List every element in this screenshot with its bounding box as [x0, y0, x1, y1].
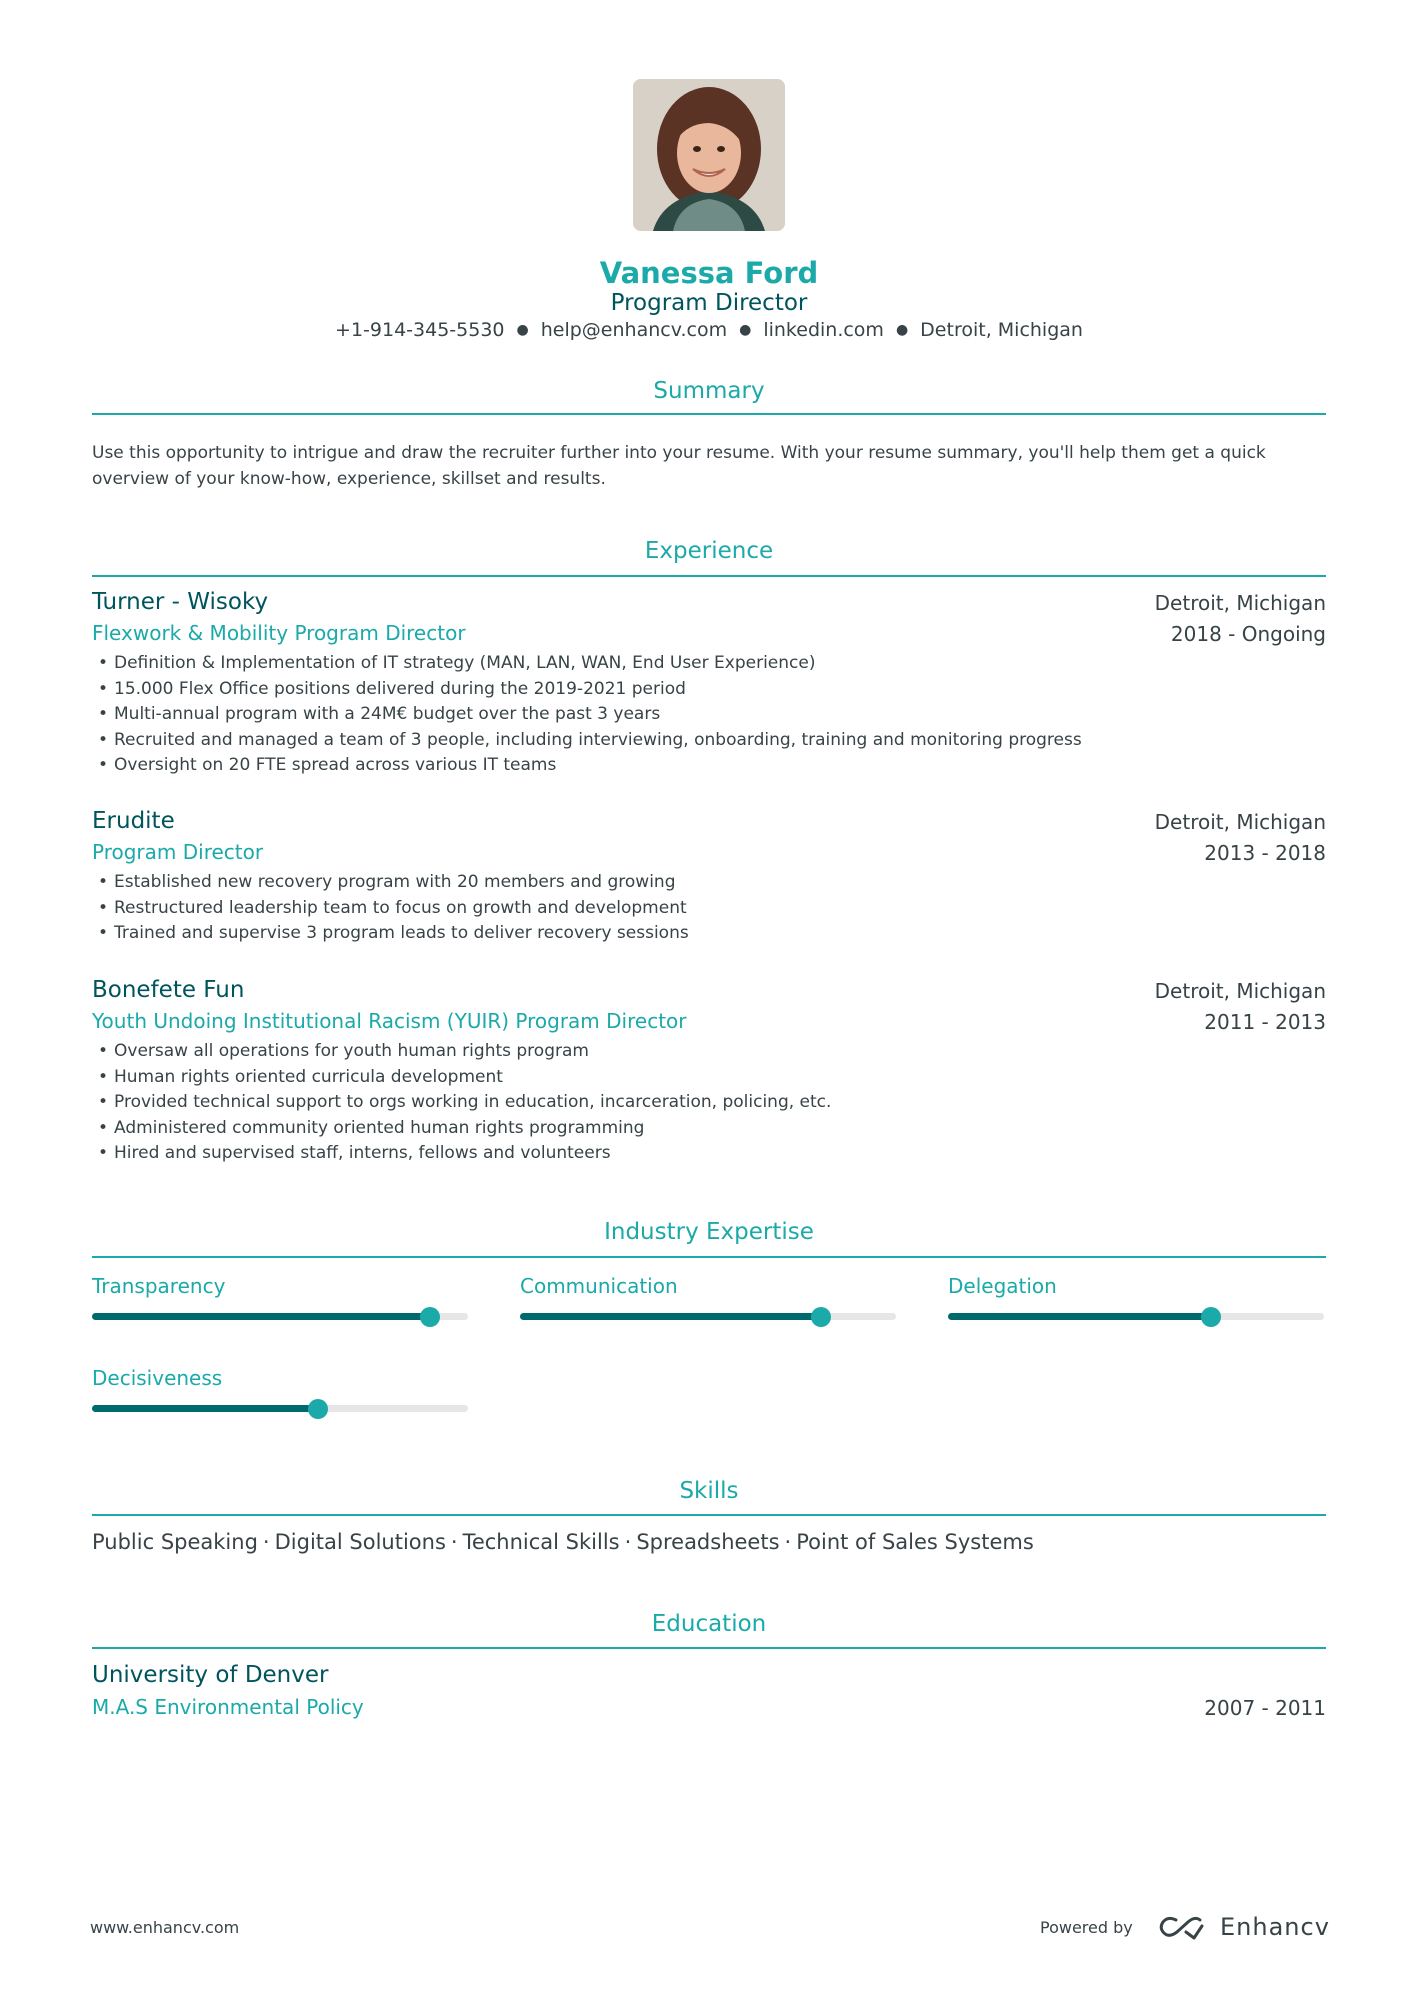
skill-separator: · [784, 1530, 792, 1554]
job-company: Turner - Wisoky [92, 589, 269, 615]
brand-name: Enhancv [1220, 1913, 1330, 1941]
expertise-label: Communication [520, 1274, 678, 1298]
expertise-knob [1201, 1307, 1221, 1327]
education-dates: 2007 - 2011 [1204, 1696, 1326, 1720]
job-bullet: • Human rights oriented curricula development [92, 1065, 831, 1091]
job-title: Program Director [92, 840, 264, 864]
skill-separator: · [262, 1530, 270, 1554]
expertise-fill [948, 1313, 1211, 1320]
skill-item: Spreadsheets [636, 1530, 780, 1554]
job-company: Bonefete Fun [92, 977, 245, 1003]
section-divider [92, 1647, 1326, 1649]
job-company: Erudite [92, 808, 175, 834]
expertise-label: Transparency [92, 1274, 226, 1298]
experience-heading: Experience [644, 538, 774, 564]
expertise-fill [92, 1405, 318, 1412]
skill-item: Digital Solutions [274, 1530, 446, 1554]
contact-separator: ● [739, 322, 752, 338]
skills-list [92, 1530, 1034, 1554]
expertise-track [92, 1405, 468, 1412]
skill-separator: · [624, 1530, 632, 1554]
expertise-heading: Industry Expertise [604, 1219, 814, 1245]
expertise-track [520, 1313, 896, 1320]
section-divider [92, 413, 1326, 415]
job-bullet: • Hired and supervised staff, interns, fellows and volunteers [92, 1141, 831, 1167]
job-bullets [92, 1039, 831, 1167]
portrait-photo-icon [633, 79, 785, 231]
contact-separator: ● [516, 322, 529, 338]
education-heading: Education [651, 1611, 767, 1637]
contact-email[interactable]: help@enhancv.com [540, 319, 728, 341]
expertise-knob [811, 1307, 831, 1327]
job-bullet: • 15.000 Flex Office positions delivered during the 2019-2021 period [92, 677, 1082, 703]
summary-heading: Summary [653, 378, 765, 404]
job-dates: 2013 - 2018 [1204, 841, 1326, 865]
skill-separator: · [450, 1530, 458, 1554]
section-divider [92, 1514, 1326, 1516]
powered-by-label: Powered by [1040, 1918, 1133, 1937]
job-bullet: • Trained and supervise 3 program leads to deliver recovery sessions [92, 921, 689, 947]
job-bullet: • Oversight on 20 FTE spread across various IT teams [92, 753, 1082, 779]
skills-heading: Skills [679, 1478, 739, 1504]
job-bullet: • Provided technical support to orgs working in education, incarceration, policing, etc. [92, 1090, 831, 1116]
expertise-knob [420, 1307, 440, 1327]
section-divider [92, 575, 1326, 577]
job-title: Youth Undoing Institutional Racism (YUIR) Program Director [92, 1009, 687, 1033]
expertise-track [948, 1313, 1324, 1320]
job-location: Detroit, Michigan [1154, 979, 1326, 1003]
job-bullet: • Administered community oriented human rights programming [92, 1116, 831, 1142]
enhancv-logo-icon [1158, 1912, 1204, 1942]
expertise-track [92, 1313, 468, 1320]
expertise-label: Delegation [948, 1274, 1057, 1298]
resume-page [92, 0, 1326, 1995]
contact-location: Detroit, Michigan [920, 319, 1083, 341]
skill-item: Public Speaking [92, 1530, 258, 1554]
education-school: University of Denver [92, 1662, 329, 1688]
profile-photo [633, 79, 785, 231]
job-location: Detroit, Michigan [1154, 591, 1326, 615]
job-bullet: • Restructured leadership team to focus on growth and development [92, 896, 689, 922]
section-divider [92, 1256, 1326, 1258]
job-title: Flexwork & Mobility Program Director [92, 621, 466, 645]
contact-linkedin[interactable]: linkedin.com [763, 319, 884, 341]
contact-separator: ● [895, 322, 909, 338]
expertise-label: Decisiveness [92, 1366, 223, 1390]
expertise-fill [520, 1313, 821, 1320]
job-bullets [92, 651, 1082, 779]
footer-branding[interactable] [1040, 1912, 1330, 1946]
job-bullet: • Definition & Implementation of IT strategy (MAN, LAN, WAN, End User Experience) [92, 651, 1082, 677]
footer-website[interactable]: www.enhancv.com [90, 1918, 240, 1937]
job-bullet: • Multi-annual program with a 24M€ budget over the past 3 years [92, 702, 1082, 728]
job-bullet: • Established new recovery program with 20 members and growing [92, 870, 689, 896]
expertise-fill [92, 1313, 430, 1320]
contact-line [92, 319, 1326, 341]
job-bullet: • Recruited and managed a team of 3 people, including interviewing, onboarding, training and monitoring progress [92, 728, 1082, 754]
job-bullets [92, 870, 689, 947]
summary-text: Use this opportunity to intrigue and draw the recruiter further into your resume. With your resume summary, you'll help them get a quick overview of your know-how, experience, skillset and results. [92, 443, 1266, 489]
job-dates: 2018 - Ongoing [1170, 622, 1326, 646]
skill-item: Point of Sales Systems [796, 1530, 1034, 1554]
education-degree: M.A.S Environmental Policy [92, 1695, 364, 1719]
job-bullet: • Oversaw all operations for youth human rights program [92, 1039, 831, 1065]
expertise-knob [308, 1399, 328, 1419]
candidate-title: Program Director [610, 290, 808, 316]
candidate-name: Vanessa Ford [599, 256, 819, 290]
job-location: Detroit, Michigan [1154, 810, 1326, 834]
job-dates: 2011 - 2013 [1204, 1010, 1326, 1034]
skill-item: Technical Skills [462, 1530, 620, 1554]
contact-phone: +1-914-345-5530 [335, 319, 505, 341]
